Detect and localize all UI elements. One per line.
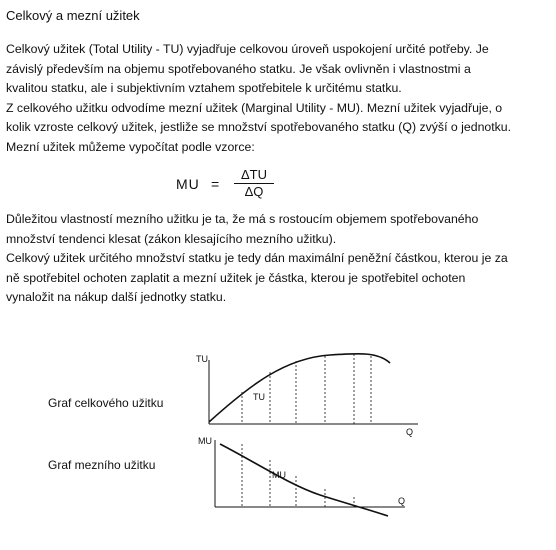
text-line: kolik vzroste celkový užitek, jestliže se množství spotřebovaného statku (Q) zvýší o jednotku. (6, 120, 512, 135)
mu-curve (220, 444, 388, 516)
formula-lhs: MU (176, 176, 200, 192)
total-utility-graph-label: Graf celkového užitku (48, 396, 164, 410)
marginal-utility-graph (198, 436, 405, 516)
text-line: Mezní užitek můžeme vypočítat podle vzorce: (6, 139, 255, 154)
tu-curve-label: TU (253, 392, 265, 402)
page-title: Celkový a mezní užitek (6, 8, 140, 23)
formula-denominator: ΔQ (244, 184, 264, 199)
text-line: Celkový užitek (Total Utility - TU) vyjadřuje celkovou úroveň uspokojení určité potřeby. Je (6, 42, 489, 56)
tu-grid-lines (242, 354, 371, 424)
mu-curve-label: MU (272, 470, 286, 480)
tu-axis-label: TU (196, 354, 208, 364)
text-line: kvalitou statku, ale i subjektivním vztahem spotřebitele k určitému statku. (6, 81, 402, 96)
total-utility-graph (196, 354, 418, 437)
tu-curve (209, 354, 390, 422)
q-axis-label-bottom: Q (398, 496, 406, 506)
mu-grid-lines (242, 444, 354, 507)
text-line: Důležitou vlastností mezního užitku je ta, že má s rostoucím objemem spotřebovaného (6, 212, 479, 226)
marginal-utility-graph-label: Graf mezního užitku (48, 458, 156, 472)
text-line: množství tendenci klesat (zákon klesajícího mezního užitku). (6, 231, 337, 246)
text-line: Z celkového užitku odvodíme mezní užitek (Marginal Utility - MU). Mezní užitek vyjadřuje, o (6, 100, 503, 115)
text-line: ně spotřebitel ochoten zaplatit a mezní užitek je částka, kterou je spotřebitel ochoten (6, 270, 466, 285)
formula-numerator: ΔTU (240, 167, 267, 182)
mu-axis-label: MU (198, 436, 212, 446)
formula-equals: = (211, 176, 220, 192)
text-line: Celkový užitek určitého množství statku je tedy dán maximální peněžní částkou, kterou je za (6, 251, 508, 266)
text-line: vynaložit na nákup další jednotky statku. (6, 290, 227, 305)
text-line: závislý především na objemu spotřebovaného statku. Je však ovlivněn i vlastnostmi a (6, 61, 471, 76)
q-axis-label-top: Q (406, 427, 414, 437)
